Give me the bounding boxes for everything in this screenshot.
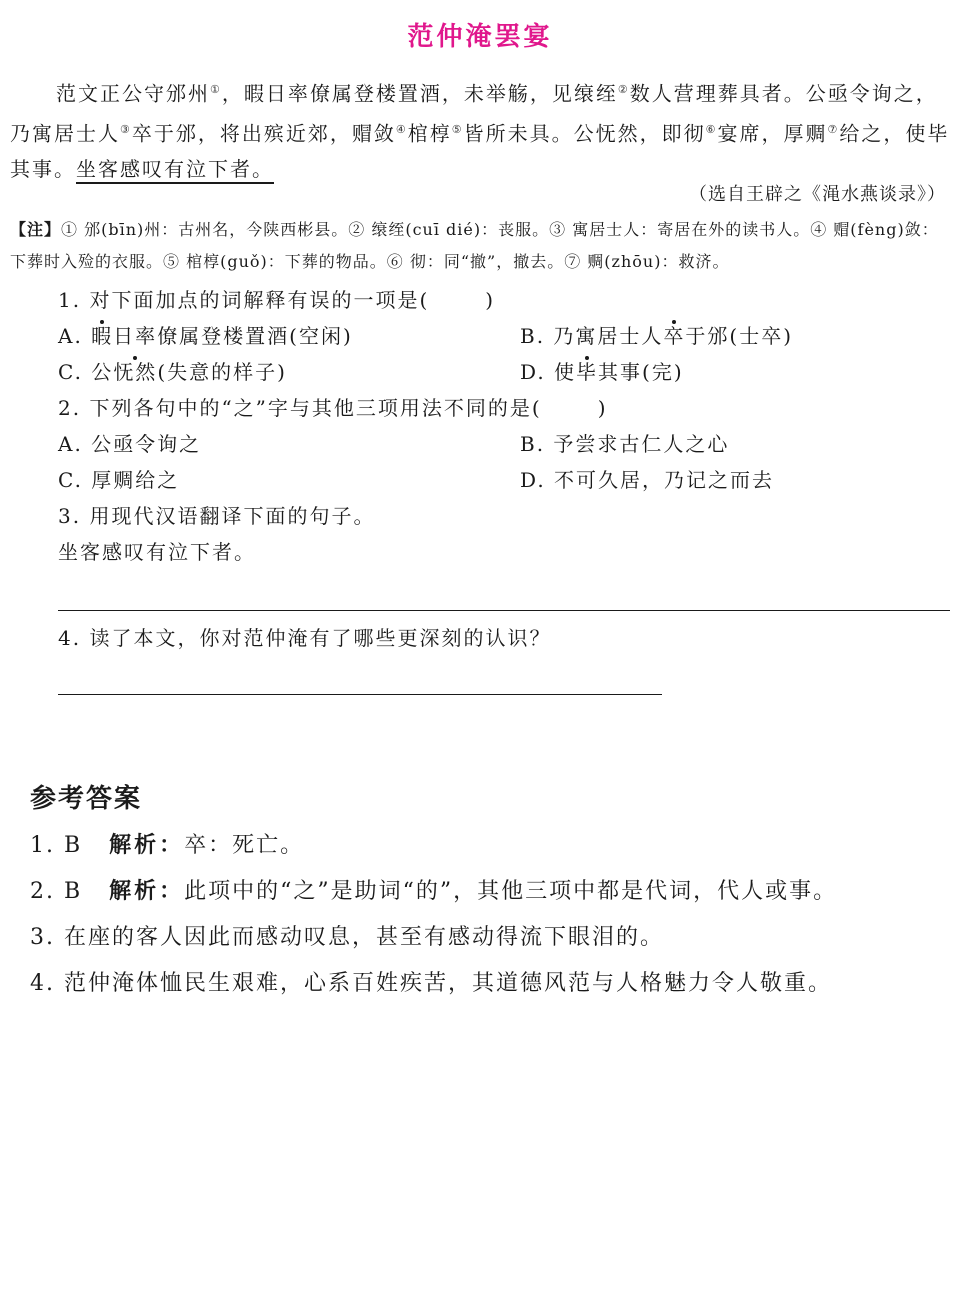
answers-heading: 参考答案 (30, 784, 143, 814)
question-1-option-a[interactable] (58, 320, 353, 349)
passage-text: 数人营理葬具者。公亟令询之，乃寓居士人 (10, 81, 938, 146)
notes-label: 【注】 (10, 220, 62, 239)
question-1-stem (58, 284, 495, 313)
answer-3: 3. 在座的客人因此而感动叹息，甚至有感动得流下眼泪的。 (30, 925, 664, 950)
option-text: (失意的样子) (157, 360, 287, 384)
dotted-word: 暇 (91, 324, 114, 348)
question-1-stem-text: 1. 对下面加点的词解释有误的一项是( (58, 288, 430, 312)
passage-text: ，暇日率僚属登楼置酒，未举觞，见缞绖 (221, 81, 618, 106)
question-2-option-c[interactable]: C. 厚赒给之 (58, 468, 180, 492)
option-text: 于邠(士卒) (685, 324, 794, 348)
question-1-stem-close: ) (485, 288, 496, 312)
question-2-option-d[interactable]: D. 不可久居，乃记之而去 (520, 468, 775, 492)
answer-number: 2. B (30, 879, 83, 904)
note-ref: ⑦ (827, 122, 840, 136)
note-ref: ③ (120, 122, 132, 136)
dotted-word: 卒 (663, 324, 686, 348)
passage-text: 给之，使毕其事。 (10, 121, 950, 182)
answer-1 (30, 828, 304, 859)
answer-text: 卒：死亡。 (184, 833, 305, 858)
option-text: 其事(完) (598, 360, 684, 384)
answer-2 (30, 874, 837, 905)
question-3-stem: 3. 用现代汉语翻译下面的句子。 (58, 504, 376, 528)
question-2-option-b[interactable]: B. 予尝求古仁人之心 (520, 432, 730, 456)
page-title: 范仲淹罢宴 (407, 22, 553, 52)
note-ref: ⑥ (705, 122, 718, 136)
answer-label: 解析： (109, 878, 185, 904)
passage-text: 皆所未具。公怃然，即彻 (463, 121, 706, 146)
option-text: C. 公 (58, 360, 114, 384)
notes-text: ① 邠(bīn)州：古州名，今陕西彬县。② 缞绖(cuī dié)：丧服。③ 寓居士人：寄居在外的读书人。④ 赗(fèng)敛：下葬时入殓的衣服。⑤ 棺椁(guǒ)：下葬的物品。⑥ 彻：同“撤”，撤去。⑦ 赒(zhōu)：救济。 (10, 220, 939, 271)
answer-label: 解析： (109, 832, 185, 858)
question-1-option-b[interactable] (520, 320, 793, 349)
underlined-sentence: 坐客感叹有泣下者。 (76, 157, 274, 184)
answer-4: 4. 范仲淹体恤民生艰难，心系百姓疾苦，其道德风范与人格魅力令人敬重。 (30, 971, 832, 996)
passage-text: 范文正公守邠州 (56, 81, 210, 106)
option-text: B. 乃寓居士人 (520, 324, 664, 348)
source-citation: （选自王辟之《渑水燕谈录》） (689, 184, 946, 205)
annotation-notes (10, 214, 950, 278)
question-1-option-d[interactable] (520, 356, 684, 385)
question-2-stem (58, 392, 608, 421)
option-text: 日率僚属登楼置酒(空闲) (113, 324, 353, 348)
passage-text: 卒于邠，将出殡近郊，赗敛 (131, 121, 396, 146)
answer-number: 1. B (30, 833, 83, 858)
question-1-option-c[interactable] (58, 356, 287, 385)
question-2-option-a[interactable]: A. 公亟令询之 (58, 432, 202, 456)
note-ref: ① (210, 83, 222, 96)
question-4-stem: 4. 读了本文，你对范仲淹有了哪些更深刻的认识？ (58, 626, 552, 650)
note-ref: ⑤ (451, 122, 464, 136)
note-ref: ④ (395, 122, 408, 136)
answer-text: 此项中的“之”是助词“的”，其他三项中都是代词，代人或事。 (184, 879, 838, 904)
passage-text: 宴席，厚赒 (717, 121, 828, 146)
dotted-word: 毕 (576, 360, 599, 384)
option-text: D. 使 (520, 360, 577, 384)
classical-passage (10, 72, 950, 187)
question-2-stem-text: 2. 下列各句中的“之”字与其他三项用法不同的是( (58, 396, 542, 420)
question-2-stem-close: ) (597, 396, 608, 420)
note-ref: ② (617, 83, 630, 96)
question-3-answer-line[interactable] (58, 610, 950, 611)
passage-text: 棺椁 (407, 121, 452, 146)
question-3-sentence: 坐客感叹有泣下者。 (58, 540, 256, 564)
dotted-word: 怃然 (113, 360, 158, 384)
option-text: A. (58, 324, 92, 348)
question-4-answer-line[interactable] (58, 694, 662, 695)
